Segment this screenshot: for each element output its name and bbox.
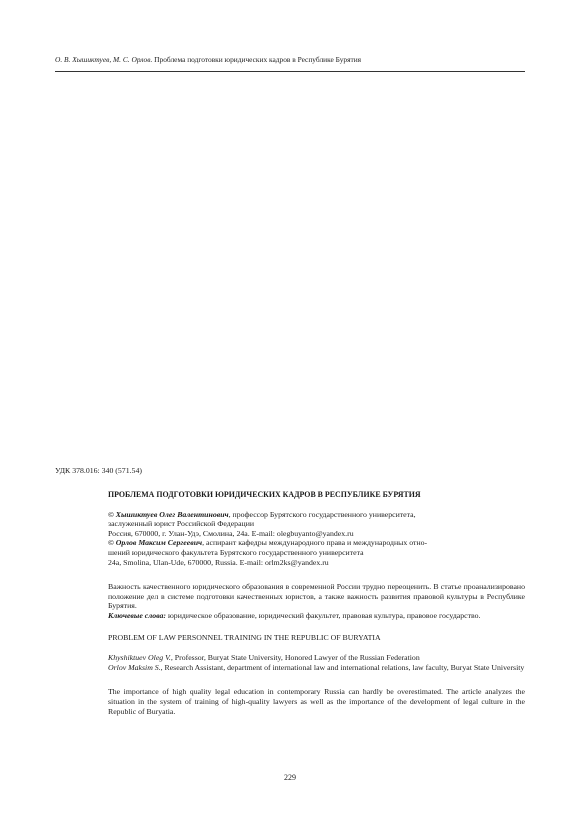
page-number: 229	[284, 773, 296, 782]
author-en-2	[108, 663, 525, 673]
article-title-en: PROBLEM OF LAW PERSONNEL TRAINING IN THE REPUBLIC OF BURYATIA	[108, 632, 381, 642]
author-ru-1-address: Россия, 670000, г. Улан-Удэ, Смолина, 24а. E-mail: olegbuyanto@yandex.ru	[108, 528, 354, 538]
author-en-1	[108, 653, 525, 663]
abstract-en: The importance of high quality legal education in contemporary Russia can hardly be overestimated. The article analyzes the situation in the system of training of high-quality lawyers as well as the importance of the development of legal culture in the Republic of Buryatia.	[108, 687, 525, 716]
udk-code: УДК 378.016: 340 (571.54)	[55, 466, 142, 475]
author-ru-2-line1	[108, 538, 525, 548]
keywords-ru-text: юридическое образование, юридический факультет, правовая культура, правовое государство.	[166, 610, 481, 620]
article-title-ru: ПРОБЛЕМА ПОДГОТОВКИ ЮРИДИЧЕСКИХ КАДРОВ В РЕСПУБЛИКЕ БУРЯТИЯ	[108, 490, 421, 499]
keywords-ru-label: Ключевые слова:	[108, 610, 167, 620]
author-ru-2-name: © Орлов Максим Сергеевич	[108, 538, 203, 548]
author-ru-2-line2: шений юридического факультета Бурятского государственного университета	[108, 547, 364, 557]
author-ru-2-address: 24a, Smolina, Ulan-Ude, 670000, Russia. E-mail: orlm2ks@yandex.ru	[108, 557, 329, 567]
author-en-2-affiliation: , Research Assistant, department of international law and international relations, law faculty, Buryat State University	[160, 662, 525, 672]
author-en-1-name: Khyshiktuev Oleg V.	[108, 653, 171, 663]
author-ru-1-line2: заслуженный юрист Российской Федерации	[108, 519, 255, 529]
keywords-ru	[108, 611, 525, 621]
author-en-2-name: Orlov Maksim S.	[108, 662, 161, 672]
running-header-title: Проблема подготовки юридических кадров в Республике Бурятия	[154, 55, 362, 64]
abstract-ru-block	[108, 582, 525, 620]
authors-en	[108, 653, 525, 672]
running-header	[55, 55, 525, 64]
author-ru-1-name: © Хышиктуев Олег Валентинович	[108, 509, 229, 519]
abstract-ru: Важность качественного юридического образования в современной России трудно переоценить. В статье проанализировано положение дел в системе подготовки качественных юристов, а также важность развития правовой культуры в Республике Бурятия.	[108, 582, 525, 611]
authors-ru	[108, 510, 525, 568]
author-ru-1-line1	[108, 510, 525, 520]
article-front-matter	[108, 490, 525, 716]
author-ru-2-affiliation: , аспирант кафедры международного права и международных отно-	[202, 538, 428, 548]
header-rule	[55, 71, 525, 72]
author-en-1-affiliation: , Professor, Buryat State University, Honored Lawyer of the Russian Federation	[170, 653, 420, 663]
author-ru-1-affiliation: , профессор Бурятского государственного университета,	[228, 509, 416, 519]
running-header-authors: О. В. Хышиктуев, М. С. Орлов.	[55, 55, 153, 64]
